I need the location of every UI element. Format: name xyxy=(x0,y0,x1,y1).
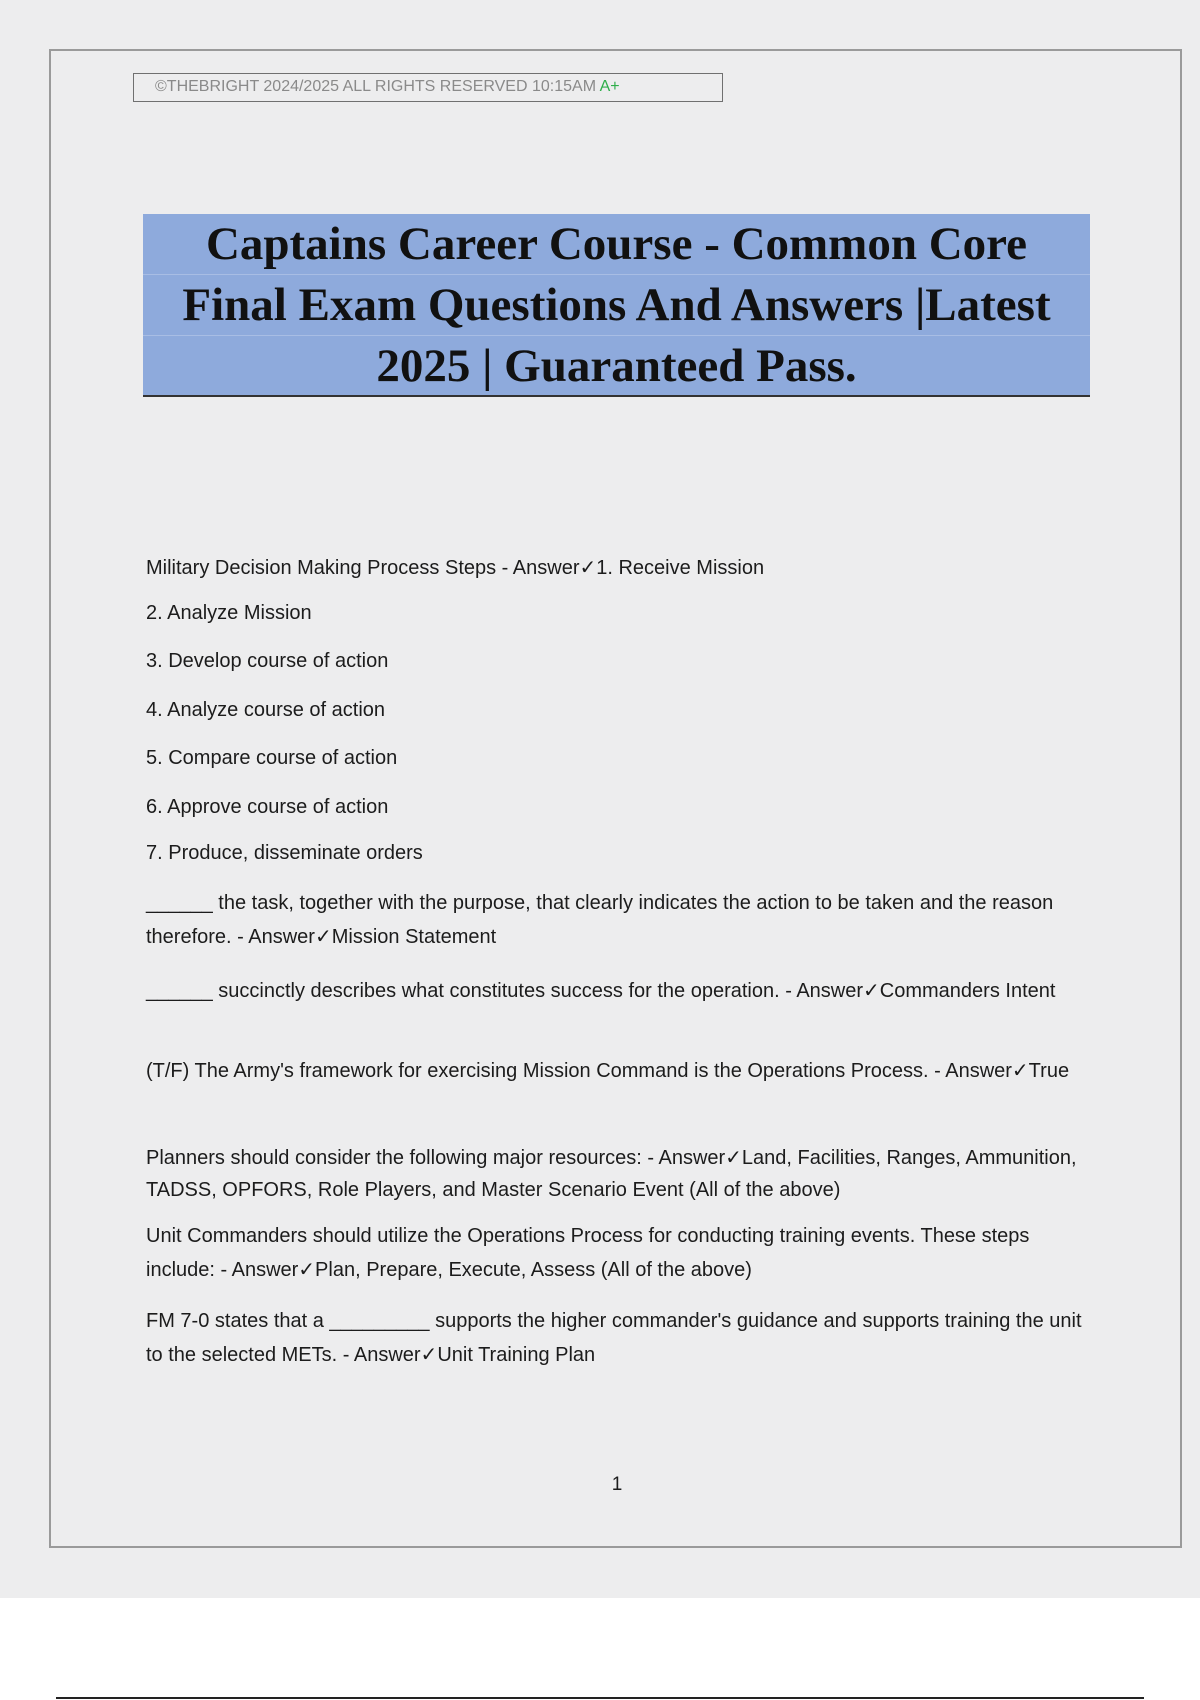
copyright-text: ©THEBRIGHT 2024/2025 ALL RIGHTS RESERVED 10:15AM xyxy=(155,78,597,95)
qa-operations-steps: Unit Commanders should utilize the Operations Process for conducting training events. These steps include: - Answer✓Plan, Prepare, Execute, Assess (All of the above) xyxy=(146,1225,1030,1281)
qa-commanders-intent: ______ succinctly describes what constitutes success for the operation. - Answer✓Commanders Intent xyxy=(146,980,1056,1002)
grade-badge: A+ xyxy=(599,78,620,95)
qa-major-resources: Planners should consider the following major resources: - Answer✓Land, Facilities, Ranges, Ammunition, TADSS, OPFORS, Role Players, and Master Scenario Event (All of the above) xyxy=(146,1147,1077,1201)
mdmp-step-4: 4. Analyze course of action xyxy=(146,699,386,721)
page-number: 1 xyxy=(611,1474,623,1495)
title-line-2: Final Exam Questions And Answers |Latest xyxy=(143,275,1090,336)
qa-mission-statement: ______ the task, together with the purpose, that clearly indicates the action to be taken and the reason therefore. - Answer✓Mission Statement xyxy=(146,892,1054,948)
qa-operations-process: (T/F) The Army's framework for exercising Mission Command is the Operations Process. - Answer✓True xyxy=(146,1060,1070,1082)
qa-unit-training-plan: FM 7-0 states that a _________ supports the higher commander's guidance and supports training the unit to the selected METs. - Answer✓Unit Training Plan xyxy=(146,1310,1082,1366)
mdmp-step-5: 5. Compare course of action xyxy=(146,747,398,769)
mdmp-step-2: 2. Analyze Mission xyxy=(146,602,312,624)
copyright-header xyxy=(133,73,723,102)
mdmp-step-3: 3. Develop course of action xyxy=(146,650,389,672)
mdmp-step-6: 6. Approve course of action xyxy=(146,796,389,818)
title-line-1: Captains Career Course - Common Core xyxy=(143,214,1090,275)
document-title xyxy=(143,214,1090,397)
mdmp-step-7: 7. Produce, disseminate orders xyxy=(146,842,423,864)
mdmp-question: Military Decision Making Process Steps - Answer✓1. Receive Mission xyxy=(146,557,765,579)
title-line-3: 2025 | Guaranteed Pass. xyxy=(376,340,857,392)
bottom-divider xyxy=(56,1697,1144,1699)
